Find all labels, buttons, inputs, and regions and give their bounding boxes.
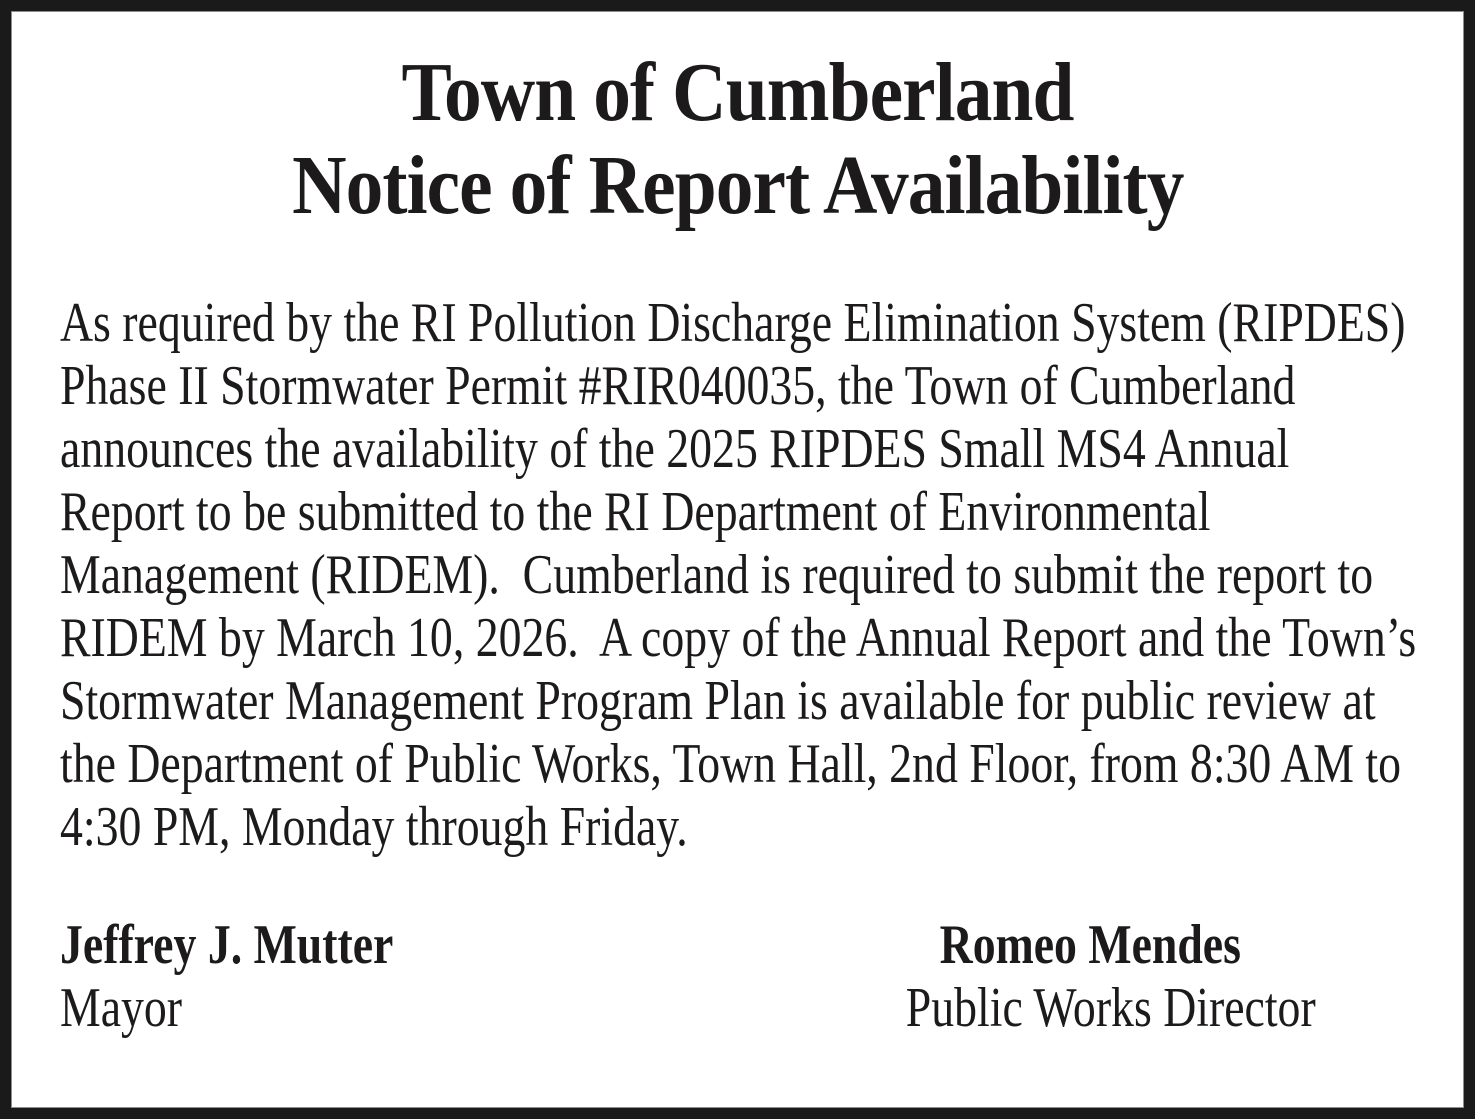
body-line: announces the availability of the 2025 RIPDES Small MS4 Annual — [60, 418, 1290, 480]
signature-mayor — [60, 914, 468, 1040]
signature-block — [60, 914, 1415, 1040]
notice-title-line-2: Notice of Report Availability — [291, 139, 1184, 232]
body-line: RIDEM by March 10, 2026. A copy of the Annual Report and the Town’s — [60, 607, 1417, 669]
notice-body-paragraph — [60, 292, 1415, 859]
signature-public-works-director — [860, 914, 1320, 1040]
mayor-name: Jeffrey J. Mutter — [60, 914, 394, 976]
director-title: Public Works Director — [905, 977, 1316, 1039]
body-line: the Department of Public Works, Town Hall, 2nd Floor, from 8:30 AM to — [60, 733, 1402, 795]
body-line: Management (RIDEM). Cumberland is required to submit the report to — [60, 544, 1374, 606]
body-line: 4:30 PM, Monday through Friday. — [60, 796, 688, 858]
body-line: Phase II Stormwater Permit #RIR040035, the Town of Cumberland — [60, 355, 1296, 417]
body-line: Stormwater Management Program Plan is available for public review at — [60, 670, 1376, 732]
notice-title — [60, 46, 1415, 232]
director-name: Romeo Mendes — [939, 914, 1241, 976]
body-line: As required by the RI Pollution Discharge Elimination System (RIPDES) — [60, 292, 1406, 354]
mayor-title: Mayor — [60, 977, 183, 1039]
notice-title-line-1: Town of Cumberland — [401, 46, 1074, 139]
body-line: Report to be submitted to the RI Department of Environmental — [60, 481, 1211, 543]
